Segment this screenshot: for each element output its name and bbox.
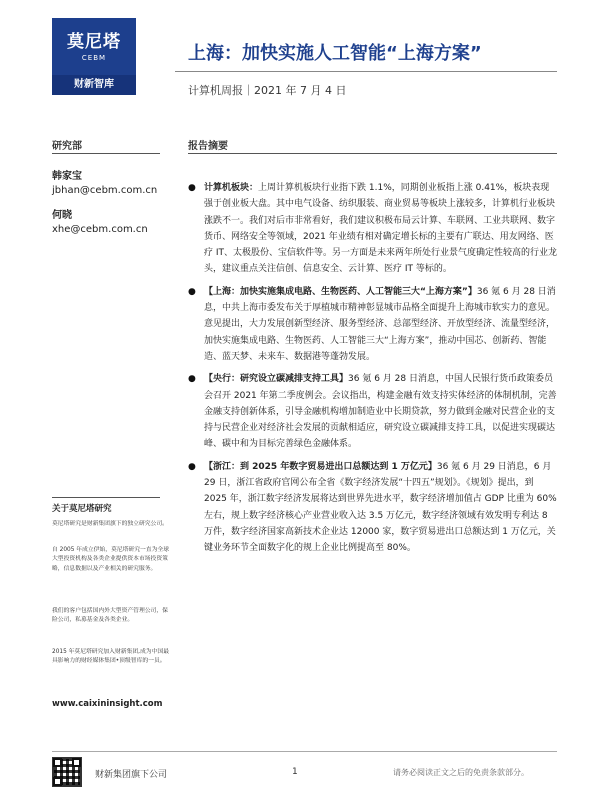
qr-code-icon bbox=[52, 757, 82, 787]
bullet-icon: ● bbox=[188, 374, 196, 385]
about-divider bbox=[52, 497, 160, 498]
summary-item-text: 36 氪 6 月 28 日消息，中国人民银行货币政策委员会召开 2021 年第二季度例会。会议指出，构建金融有效支持实体经济的体制机制，完善金融支持创新体系，引导金融机构增加制造业中长期贷款，努力做到金融对民营企业的支持与民营企业对经济社会发展的贡献相适应，研究设立碳减排支持工具，以促进实现碳达峰、碳中和为目标完善绿色金融体系。 bbox=[204, 374, 557, 450]
website-link[interactable]: www.caixininsight.com bbox=[52, 699, 163, 709]
analyst-email[interactable]: jbhan@cebm.com.cn bbox=[52, 185, 158, 196]
summary-item-lead: 【央行：研究设立碳减排支持工具】 bbox=[204, 374, 349, 385]
analyst-name: 何晓 bbox=[52, 210, 72, 221]
bullet-icon: ● bbox=[188, 286, 196, 297]
summary-item bbox=[188, 180, 557, 278]
about-paragraph: 自 2005 年成立伊始，莫尼塔研究一直为全球大型投资机构及各类企业提供资本市场投资策略，信息数据以及产业相关的研究服务。 bbox=[52, 547, 169, 572]
analyst-email[interactable]: xhe@cebm.com.cn bbox=[52, 224, 148, 235]
summary-item bbox=[188, 284, 557, 365]
summary-item-lead: 【浙江：到 2025 年数字贸易进出口总额达到 1 万亿元】 bbox=[204, 461, 437, 472]
analyst-card bbox=[52, 170, 157, 198]
summary-item bbox=[188, 459, 557, 557]
about-title: 关于莫尼塔研究 bbox=[52, 504, 112, 514]
summary-item-text: 36 氪 6 月 28 日消息，中共上海市委发布关于厚植城市精神彰显城市品格全面提升上海城市软实力的意见。意见提出，大力发展创新型经济、服务型经济、总部型经济、开放型经济、流量型经济，加快实施集成电路、生物医药、人工智能三大“上海方案”，推动中国芯、创新药、智能造、蓝天梦、未来车、数据港等蓬勃发展。 bbox=[204, 286, 556, 362]
analyst-card bbox=[52, 209, 148, 237]
summary-item-lead: 计算机板块： bbox=[204, 183, 259, 193]
about-paragraph: 我们的客户包括国内外大型资产管理公司，保险公司，私募基金及各类企业。 bbox=[52, 608, 168, 624]
logo-chinese-name: 莫尼塔 bbox=[67, 32, 121, 52]
summary-label: 报告摘要 bbox=[188, 141, 228, 152]
logo-english-name: CEBM bbox=[81, 54, 107, 62]
cebm-logo bbox=[52, 18, 136, 95]
summary-item bbox=[188, 371, 557, 452]
left-divider bbox=[52, 153, 160, 154]
summary-bullets bbox=[188, 180, 557, 557]
footer-divider bbox=[52, 751, 557, 752]
summary-divider bbox=[188, 153, 557, 154]
disclaimer-note: 请务必阅读正文之后的免责条款部分。 bbox=[393, 768, 529, 777]
report-title: 上海：加快实施人工智能“上海方案” bbox=[188, 43, 482, 64]
bullet-icon: ● bbox=[188, 461, 196, 472]
summary-item-text: 36 氪 6 月 29 日消息，6 月 29 日，浙江省政府官网公布全省《数字经济发展“十四五”规划》。《规划》提出，到 2025 年，浙江数字经济发展将达到世界先进水平，数字经济增加值占 GDP 比重为 60%左右，规上数字经济核心产业营业收入达 3.5 万亿元，数字经济领域有效发明专利达 8 万件，数字经济国家高新技术企业达 12000 家，数字贸易进出口总额达到 1 万亿元，关键业务环节全面数字化的规上企业比例提高至 80%。 bbox=[204, 461, 557, 554]
title-divider bbox=[175, 71, 557, 72]
qr-finder bbox=[72, 758, 81, 767]
qr-finder bbox=[53, 777, 62, 786]
analyst-name: 韩家宝 bbox=[52, 171, 82, 182]
summary-item-text: 上周计算机板块行业指下跌 1.1%，同期创业板指上涨 0.41%，板块表现强于创业板大盘。其中电气设备、纺织服装、商业贸易等板块上涨较多，计算机行业板块涨跌不一。我们对后市非常看好，我们建议积极布局云计算、车联网、工业共联网、数字货币、网络安全等领域，2021 年业绩有相对确定增长标的主要有广联达、用友网络、医疗 IT、太极股份、宝信软件等。另一方面是未来两年所处行业景气度确定性较高的行业龙头，建议重点关注信创、信息安全、云计算、医疗 IT 等标的。 bbox=[204, 183, 558, 275]
page-number: 1 bbox=[292, 767, 298, 777]
about-paragraph: 莫尼塔研究是财新集团旗下的独立研究公司。 bbox=[52, 521, 168, 527]
summary-item-lead: 【上海：加快实施集成电路、生物医药、人工智能三大“上海方案”】 bbox=[204, 286, 477, 297]
report-subtitle: 计算机周报｜2021 年 7 月 4 日 bbox=[188, 84, 347, 97]
department-label: 研究部 bbox=[52, 141, 82, 152]
logo-subbrand: 财新智库 bbox=[52, 75, 136, 95]
qr-finder bbox=[53, 758, 62, 767]
footer-brand: 财新集团旗下公司 bbox=[95, 770, 168, 780]
about-paragraph: 2015 年莫尼塔研究加入财新集团,成为中国最具影响力的财经媒体集团•顶级智库的一员。 bbox=[52, 649, 169, 665]
bullet-icon: ● bbox=[188, 183, 196, 193]
